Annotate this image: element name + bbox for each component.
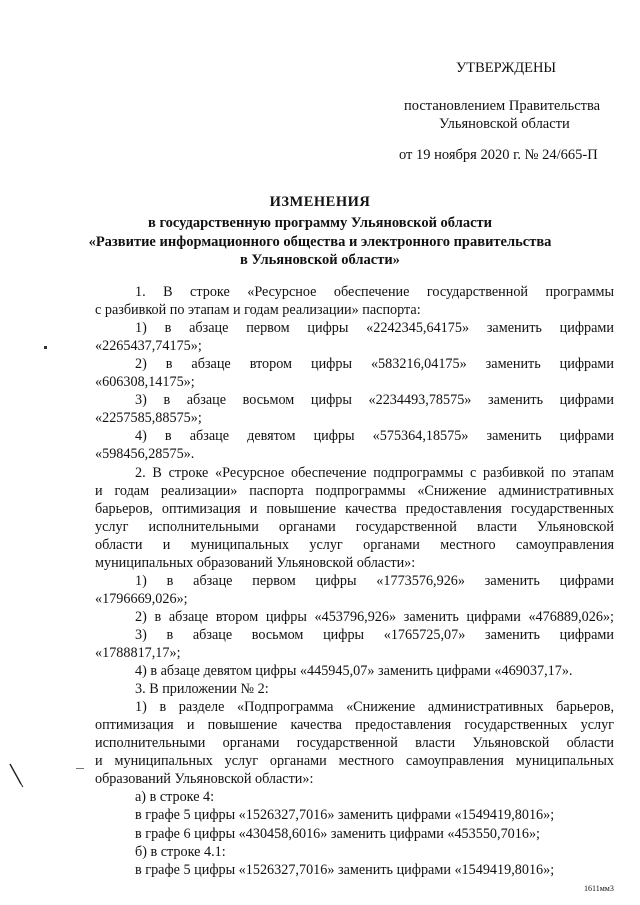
body-line: образований Ульяновской области»: — [95, 771, 314, 788]
body-line: и муниципальных услуг органами местного самоуправления муниципальных — [95, 753, 614, 770]
body-line: «598456,28575». — [95, 446, 195, 463]
body-line: б) в строке 4.1: — [135, 843, 226, 860]
body-line: «2257585,88575»; — [95, 410, 202, 427]
body-line: «606308,14175»; — [95, 374, 195, 391]
body-line: 4) в абзаце девятом цифры «575364,18575» заменить цифрами — [135, 428, 614, 445]
approval-date: от 19 ноября 2020 г. № 24/665-П — [399, 147, 598, 163]
scan-dot-mark — [44, 346, 47, 349]
body-line: 2) в абзаце втором цифры «583216,04175» заменить цифрами — [135, 356, 614, 373]
body-line: 3) в абзаце восьмом цифры «2234493,78575» заменить цифрами — [135, 392, 614, 409]
body-line: 4) в абзаце девятом цифры «445945,07» заменить цифрами «469037,17». — [135, 663, 573, 680]
body-line: с разбивкой по этапам и годам реализации» паспорта: — [95, 302, 421, 319]
body-line: в графе 5 цифры «1526327,7016» заменить цифрами «1549419,8016»; — [135, 807, 555, 824]
body-line: «1796669,026»; — [95, 590, 188, 607]
approval-stamp: УТВЕРЖДЕНЫ — [456, 60, 557, 76]
footer-code: 1611мм3 — [584, 884, 614, 893]
body-line: 1) в абзаце первом цифры «2242345,64175» заменить цифрами — [135, 320, 614, 337]
approval-authority-line1: постановлением Правительства — [404, 98, 601, 114]
document-title: ИЗМЕНЕНИЯ — [269, 194, 371, 210]
document-subtitle-line1: в государственную программу Ульяновской области — [147, 215, 492, 231]
body-line: и годам реализации» паспорта подпрограммы «Снижение административных — [95, 482, 614, 499]
body-line: «1788817,17»; — [95, 645, 181, 661]
body-line: 2. В строке «Ресурсное обеспечение подпрограммы с разбивкой по этапам — [135, 464, 614, 481]
scan-tick-mark — [76, 768, 84, 769]
body-line: муниципальных образований Ульяновской области»: — [95, 554, 416, 571]
body-line: услуг исполнительными органами государственной власти Ульяновской — [95, 518, 614, 535]
body-line: а) в строке 4: — [135, 789, 215, 806]
body-line: 1. В строке «Ресурсное обеспечение государственной программы — [135, 284, 614, 300]
body-line: 1) в разделе «Подпрограмма «Снижение административных барьеров, — [135, 699, 614, 716]
approval-authority-line2: Ульяновской области — [439, 116, 570, 132]
scan-stroke-mark — [8, 762, 24, 788]
body-line: барьеров, оптимизация и повышение качества предоставления государственных — [95, 500, 614, 517]
body-line: оптимизация и повышение качества предоставления государственных услуг — [95, 717, 614, 734]
body-line: в графе 6 цифры «430458,6016» заменить цифрами «453550,7016»; — [135, 825, 540, 842]
body-line: 2) в абзаце втором цифры «453796,926» заменить цифрами «476889,026»; — [135, 608, 614, 625]
body-line: 3) в абзаце восьмом цифры «1765725,07» заменить цифрами — [135, 626, 614, 643]
body-line: области и муниципальных услуг органами местного самоуправления — [95, 536, 614, 553]
body-line: исполнительными органами государственной власти Ульяновской области — [95, 735, 614, 752]
document-subtitle-line2: «Развитие информационного общества и электронного правительства — [88, 234, 552, 250]
body-line: «2265437,74175»; — [95, 338, 202, 355]
document-subtitle-line3: в Ульяновской области» — [240, 252, 400, 268]
body-line: 3. В приложении № 2: — [135, 681, 269, 698]
body-line: 1) в абзаце первом цифры «1773576,926» заменить цифрами — [135, 572, 614, 589]
body-line: в графе 5 цифры «1526327,7016» заменить цифрами «1549419,8016»; — [135, 861, 555, 878]
